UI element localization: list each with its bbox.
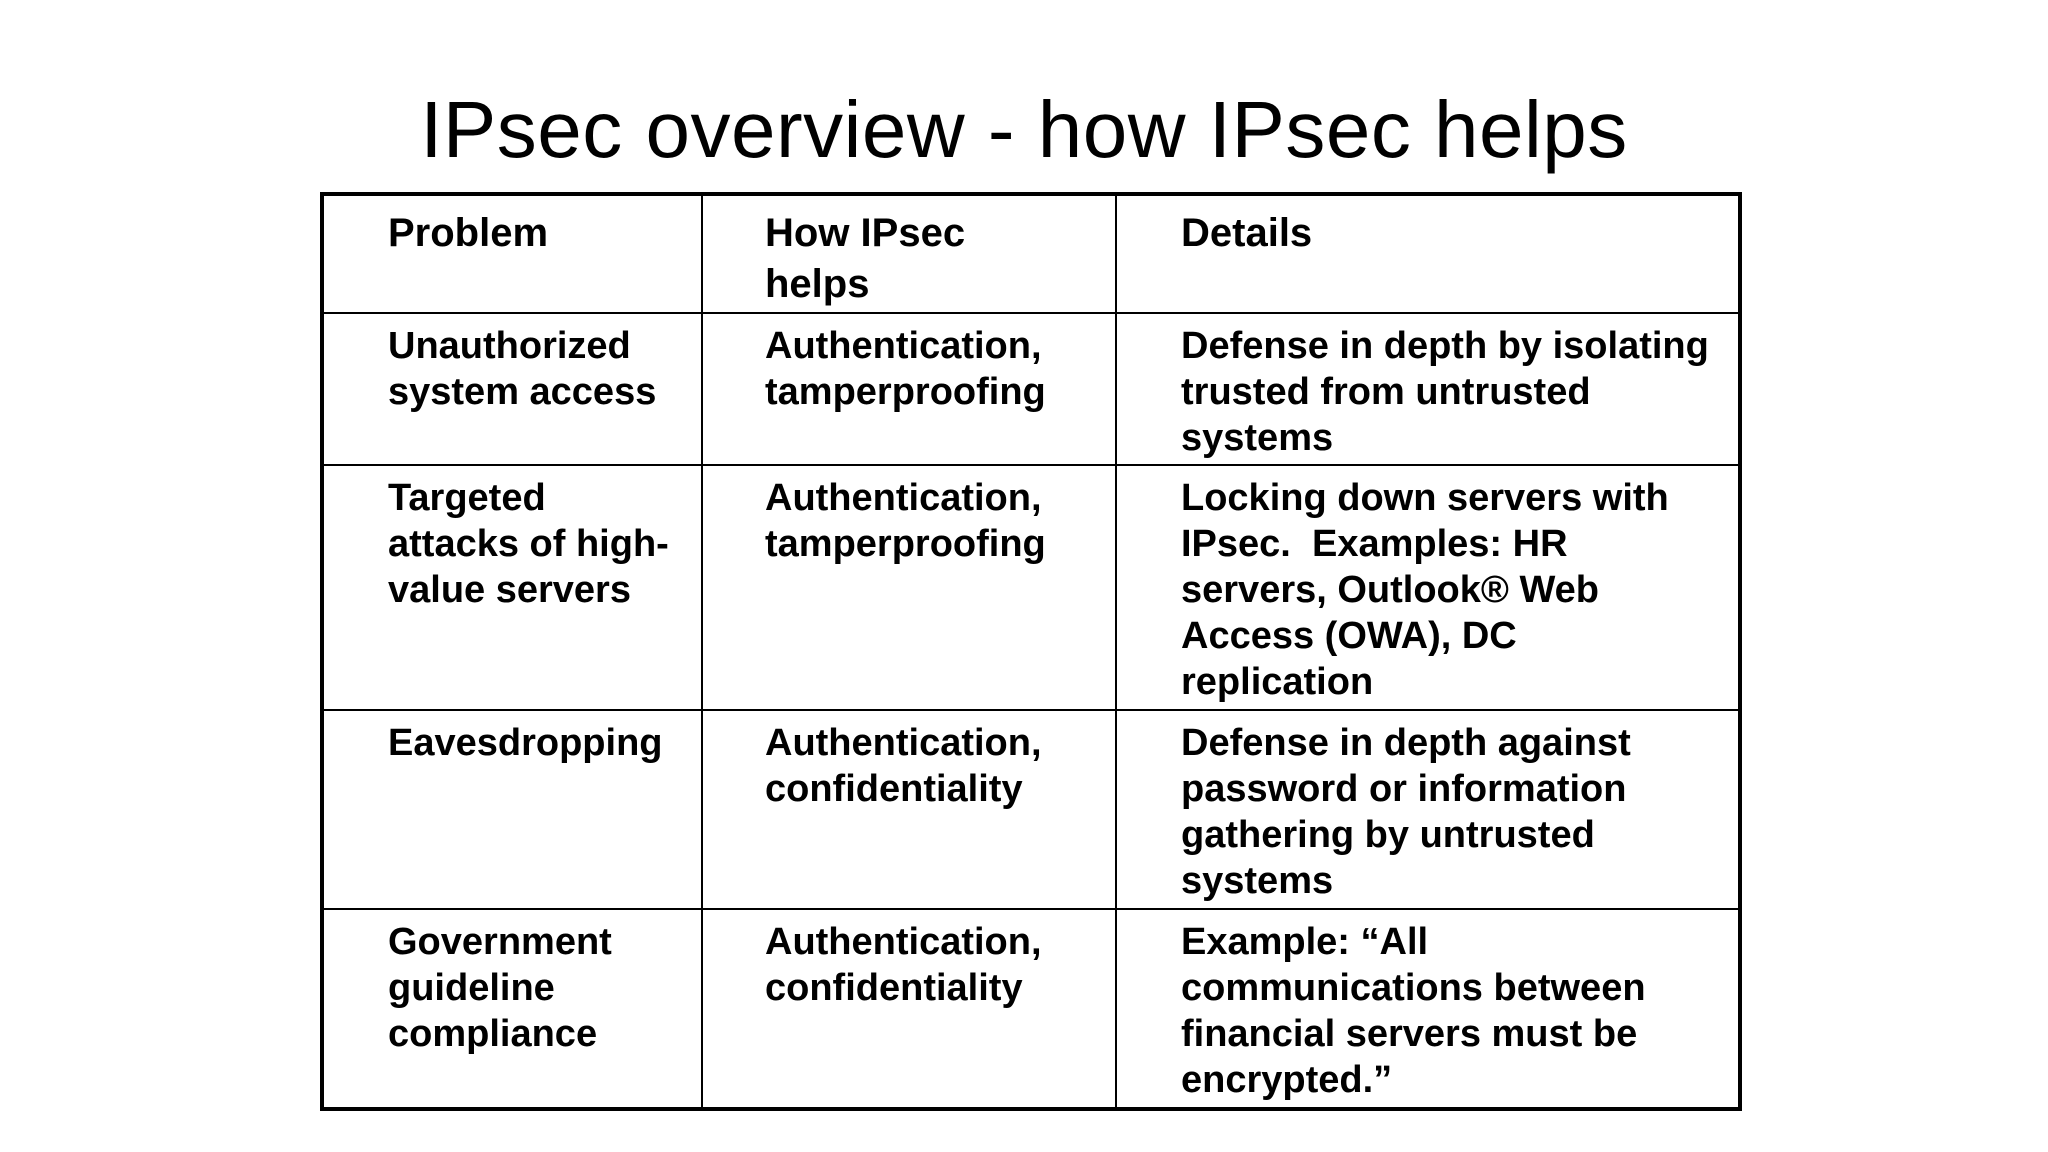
table-row <box>322 465 1740 710</box>
cell-details: Defense in depth against password or information gathering by untrusted systems <box>1116 710 1740 909</box>
table-row <box>322 313 1740 465</box>
cell-details: Defense in depth by isolating trusted from untrusted systems <box>1116 313 1740 465</box>
cell-how: Authentication, tamperproofing <box>702 313 1116 465</box>
cell-how: Authentication, confidentiality <box>702 710 1116 909</box>
table-header-row <box>322 194 1740 313</box>
table-row <box>322 909 1740 1109</box>
cell-problem: Targeted attacks of high- value servers <box>322 465 702 710</box>
table-row <box>322 710 1740 909</box>
slide-title: IPsec overview - how IPsec helps <box>420 85 1628 174</box>
header-details: Details <box>1116 194 1740 313</box>
header-problem: Problem <box>322 194 702 313</box>
cell-details: Locking down servers with IPsec. Examples: HR servers, Outlook® Web Access (OWA), DC replication <box>1116 465 1740 710</box>
cell-problem: Unauthorized system access <box>322 313 702 465</box>
cell-how: Authentication, tamperproofing <box>702 465 1116 710</box>
ipsec-table <box>320 192 1742 1111</box>
cell-how: Authentication, confidentiality <box>702 909 1116 1109</box>
cell-problem: Eavesdropping <box>322 710 702 909</box>
header-how-ipsec-helps: How IPsec helps <box>702 194 1116 313</box>
cell-problem: Government guideline compliance <box>322 909 702 1109</box>
cell-details: Example: “All communications between financial servers must be encrypted.” <box>1116 909 1740 1109</box>
